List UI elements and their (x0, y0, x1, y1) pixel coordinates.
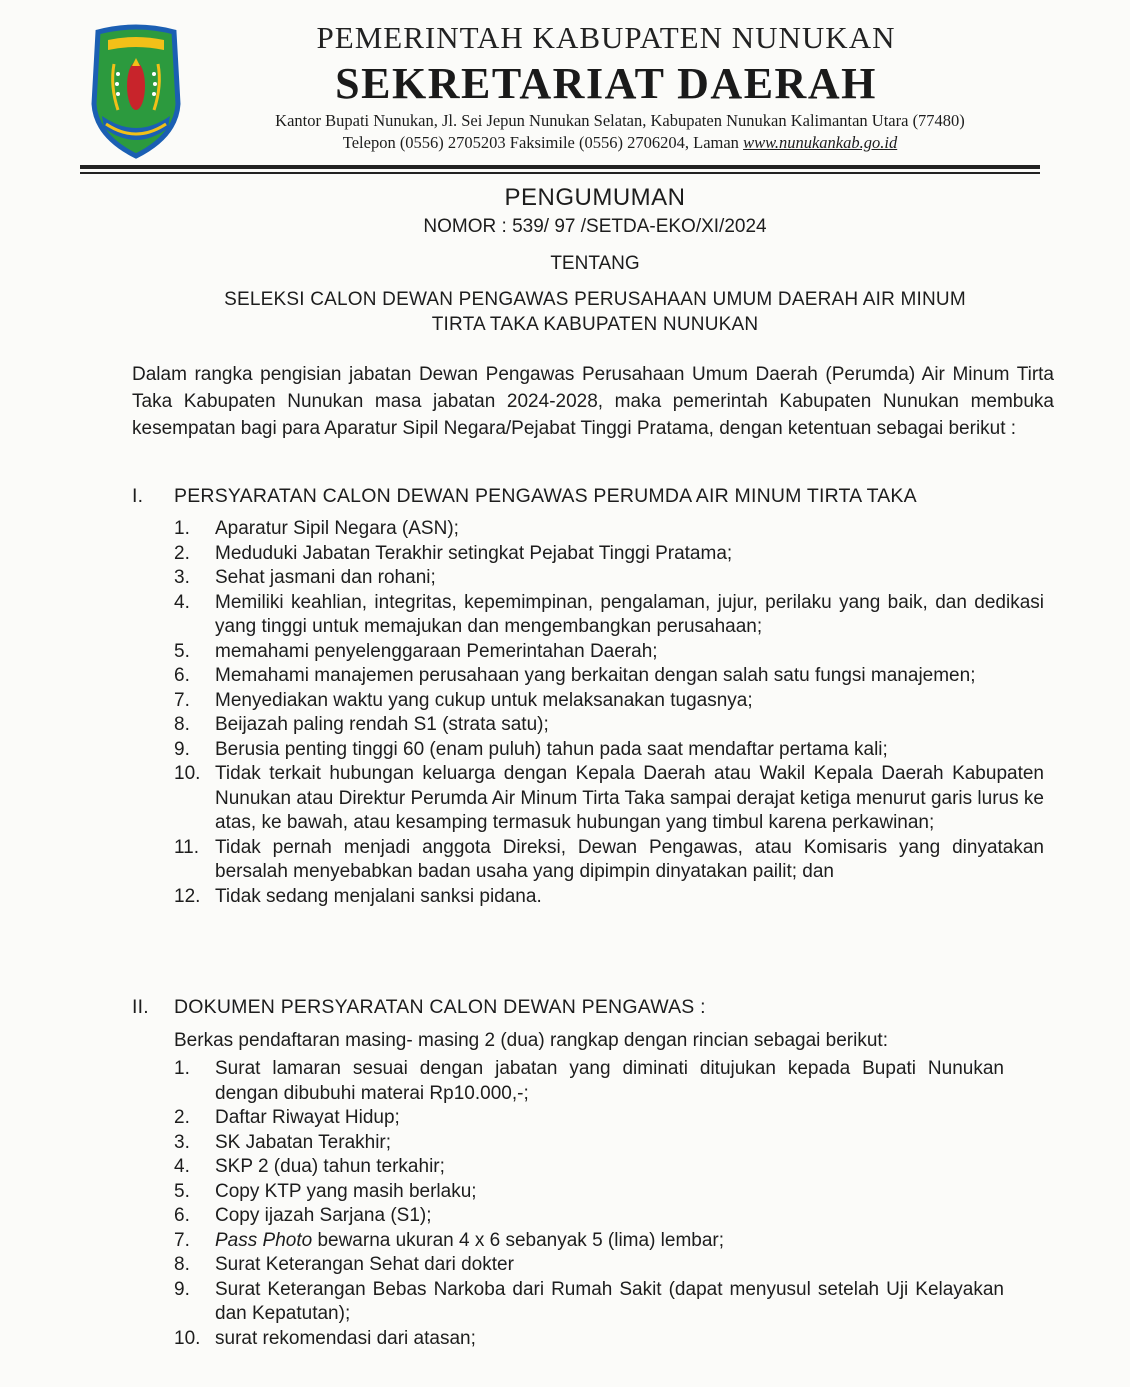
list-item-text: Berusia penting tinggi 60 (enam puluh) tahun pada saat mendaftar pertama kali; (215, 738, 888, 760)
list-item-number: 4. (174, 1156, 190, 1177)
list-item-number: 1. (174, 1058, 190, 1079)
documents-intro: Berkas pendaftaran masing- masing 2 (dua) rangkap dengan rincian sebagai berikut: (174, 1030, 888, 1051)
intro-paragraph: Dalam rangka pengisian jabatan Dewan Pengawas Perusahaan Umum Daerah (Perumda) Air Minum Tirta Taka Kabupaten Nunukan masa jabatan 2024-2028, maka pemerintah Kabupaten Nunukan membuka kesempatan bagi para Aparatur Sipil Negara/Pejabat Tinggi Pratama, dengan ketentuan sebagai berikut : (132, 364, 1054, 439)
contact-line (190, 132, 1050, 154)
subject-line: SELEKSI CALON DEWAN PENGAWAS PERUSAHAAN UMUM DAERAH AIR MINUM (224, 289, 966, 310)
document-title: PENGUMUMAN (504, 184, 686, 211)
letterhead-divider-thick (80, 165, 1040, 169)
list-item-text: Tidak pernah menjadi anggota Direksi, Dewan Pengawas, atau Komisaris yang dinyatakan bersalah menyebabkan badan usaha yang dipimpin dinyatakan pailit; dan (215, 836, 1044, 882)
list-item-number: 9. (174, 1278, 190, 1300)
list-item (174, 1253, 1004, 1278)
list-item-number: 6. (174, 665, 190, 686)
list-item (174, 1155, 1004, 1180)
letterhead-office-name: SEKRETARIAT DAERAH (335, 59, 877, 108)
list-item-text: Surat Keterangan Bebas Narkoba dari Rumah Sakit (dapat menyusul setelah Uji Kelayakan dan Kepatutan); (215, 1278, 1004, 1324)
list-item-text: Surat Keterangan Sehat dari dokter (215, 1254, 514, 1275)
list-item-number: 2. (174, 1107, 190, 1128)
list-item-number: 6. (174, 1205, 190, 1226)
documents-list (174, 1057, 1004, 1351)
list-item (174, 1278, 1004, 1327)
contact-phone-fax: Telepon (0556) 2705203 Faksimile (0556) 2706204, Laman (342, 133, 744, 152)
nunukan-regency-emblem-icon (88, 24, 184, 160)
list-item (174, 542, 1044, 567)
list-item-number: 10. (174, 763, 201, 784)
section-number: II. (132, 996, 149, 1018)
list-item-text: Menyediakan waktu yang cukup untuk melaksanakan tugasnya; (215, 689, 753, 711)
list-item-number: 5. (174, 640, 190, 662)
section-title: DOKUMEN PERSYARATAN CALON DEWAN PENGAWAS : (174, 996, 706, 1018)
letterhead-government-name: PEMERINTAH KABUPATEN NUNUKAN (316, 20, 896, 55)
list-item-text: memahami penyelenggaraan Pemerintahan Daerah; (215, 640, 658, 662)
list-item (174, 885, 1044, 910)
list-item-number: 5. (174, 1180, 190, 1202)
list-item-number: 7. (174, 1229, 190, 1251)
list-item-text: bewarna ukuran 4 x 6 sebanyak 5 (lima) lembar; (312, 1229, 725, 1251)
list-item (174, 591, 1044, 640)
list-item-text: Tidak terkait hubungan keluarga dengan Kepala Daerah atau Wakil Kepala Daerah Kabupaten Nunukan atau Direktur Perumda Air Minum Tirta Taka sampai derajat ketiga menurut garis lurus ke atas, ke bawah, atau kesamping termasuk hubungan yang timbul karena perkawinan; (215, 763, 1044, 833)
list-item-text: Tidak sedang menjalani sanksi pidana. (215, 885, 542, 907)
list-item-number: 2. (174, 542, 190, 564)
list-item-text: Memiliki keahlian, integritas, kepemimpinan, pengalaman, jujur, perilaku yang baik, dan dedikasi yang tinggi untuk memajukan dan mengembangkan perusahaan; (215, 591, 1044, 637)
document-subject (100, 287, 1090, 337)
list-item-text: Aparatur Sipil Negara (ASN); (215, 518, 459, 539)
list-item-number: 12. (174, 885, 201, 907)
document-number: NOMOR : 539/ 97 /SETDA-EKO/XI/2024 (423, 216, 767, 237)
list-item-text: Daftar Riwayat Hidup; (215, 1107, 400, 1128)
list-item-number: 3. (174, 1131, 190, 1153)
list-item-number: 3. (174, 567, 190, 588)
list-item (174, 762, 1044, 836)
list-item-text: Sehat jasmani dan rohani; (215, 567, 436, 588)
list-item-number: 10. (174, 1327, 201, 1349)
list-item (174, 1229, 1004, 1254)
document-about-label: TENTANG (550, 253, 640, 274)
list-item-number: 1. (174, 518, 190, 539)
list-item (174, 1057, 1004, 1106)
list-item-text: Memahami manajemen perusahaan yang berkaitan dengan salah satu fungsi manajemen; (215, 665, 976, 686)
subject-line: TIRTA TAKA KABUPATEN NUNUKAN (431, 314, 759, 335)
list-item (174, 713, 1044, 738)
list-item-text: Meduduki Jabatan Terakhir setingkat Pejabat Tinggi Pratama; (215, 542, 733, 564)
list-item-text: Copy KTP yang masih berlaku; (215, 1180, 477, 1202)
list-item (174, 566, 1044, 591)
list-item-text: SKP 2 (dua) tahun terkahir; (215, 1156, 445, 1177)
list-item (174, 1204, 1004, 1229)
section-title: PERSYARATAN CALON DEWAN PENGAWAS PERUMDA AIR MINUM TIRTA TAKA (174, 485, 917, 507)
list-item (174, 1180, 1004, 1205)
list-item-text: Beijazah paling rendah S1 (strata satu); (215, 714, 549, 735)
list-item (174, 517, 1044, 542)
letterhead-divider-thin (80, 172, 1040, 174)
list-item (174, 1106, 1004, 1131)
list-item-text: SK Jabatan Terakhir; (215, 1131, 392, 1153)
section-number: I. (132, 485, 144, 507)
list-item-italic-text: Pass Photo (215, 1229, 313, 1251)
list-item-text: Surat lamaran sesuai dengan jabatan yang diminati ditujukan kepada Bupati Nunukan dengan dibubuhi materai Rp10.000,-; (215, 1058, 1004, 1104)
list-item-text: Copy ijazah Sarjana (S1); (215, 1205, 432, 1226)
address-line: Kantor Bupati Nunukan, Jl. Sei Jepun Nunukan Selatan, Kabupaten Nunukan Kalimantan Utara (77480) (275, 111, 965, 130)
list-item-text: surat rekomendasi dari atasan; (215, 1327, 476, 1349)
list-item (174, 689, 1044, 714)
list-item (174, 640, 1044, 665)
website-link[interactable]: www.nunukankab.go.id (743, 133, 898, 152)
letterhead (0, 0, 1130, 180)
list-item (174, 836, 1044, 885)
list-item (174, 1327, 1004, 1352)
list-item-number: 8. (174, 714, 190, 735)
list-item (174, 1131, 1004, 1156)
letterhead-address (190, 110, 1050, 154)
list-item-number: 9. (174, 738, 190, 760)
list-item-number: 11. (174, 836, 200, 858)
list-item-number: 4. (174, 591, 190, 613)
requirements-list (174, 517, 1044, 909)
list-item-number: 8. (174, 1254, 190, 1275)
list-item (174, 738, 1044, 763)
list-item (174, 664, 1044, 689)
list-item-number: 7. (174, 689, 190, 711)
